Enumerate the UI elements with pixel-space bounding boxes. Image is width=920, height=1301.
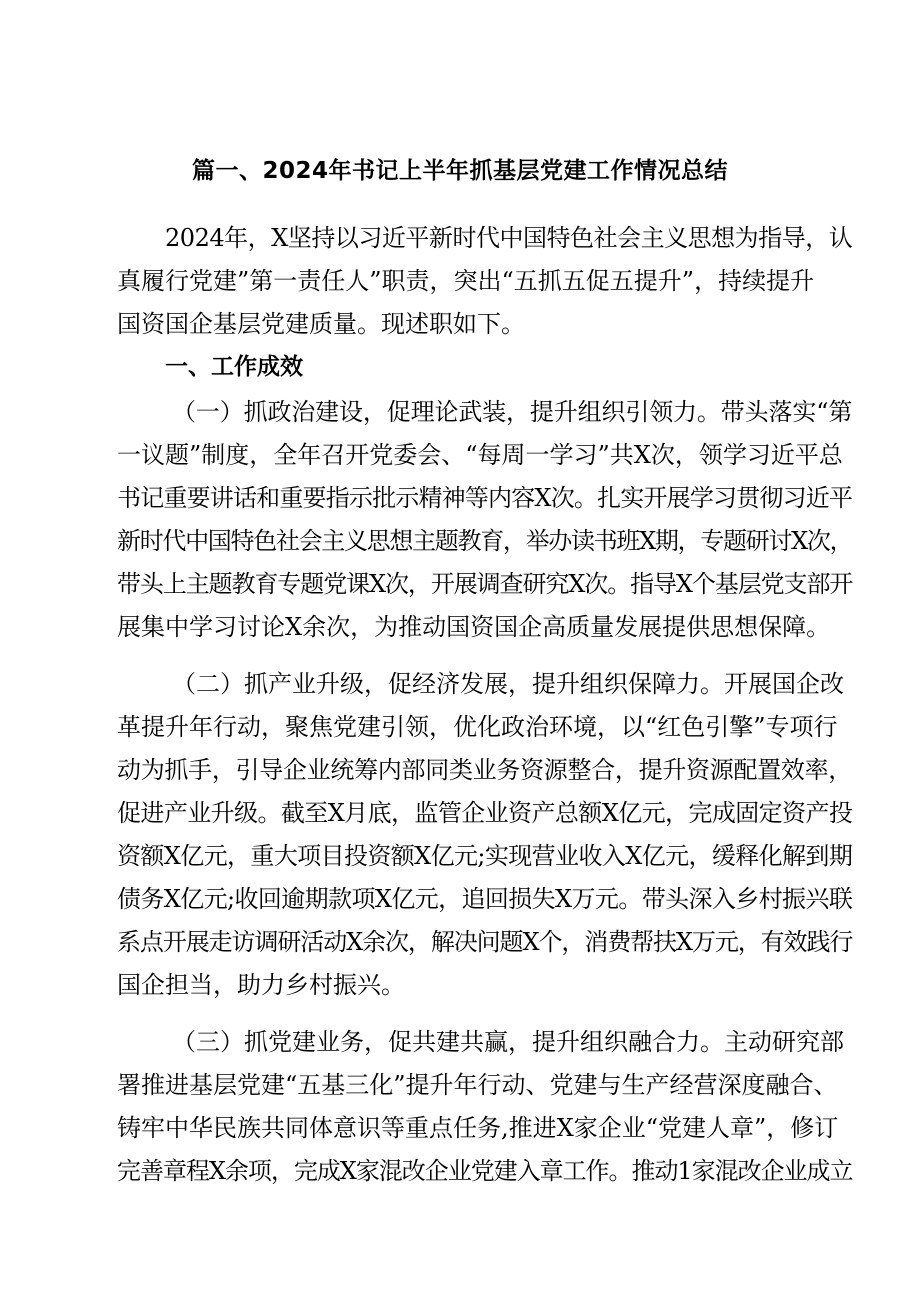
paragraph-line: 动为抓手，引导企业统筹内部同类业务资源整合，提升资源配置效率， (117, 756, 853, 784)
paragraph-line: （一）抓政治建设，促理论武装，提升组织引领力。带头落实“第 (172, 398, 853, 426)
paragraph-line: 展集中学习讨论X余次，为推动国资国企高质量发展提供思想保障。 (117, 613, 831, 641)
paragraph-line: （二）抓产业升级，促经济发展，提升组织保障力。开展国企改 (172, 670, 844, 698)
paragraph-line: 债务X亿元;收回逾期款项X亿元，追回损失X万元。带头深入乡村振兴联 (117, 885, 853, 913)
paragraph-line: 书记重要讲话和重要指示批示精神等内容X次。扎实开展学习贯彻习近平 (117, 484, 853, 512)
paragraph-line: 革提升年行动，聚焦党建引领，优化政治环境，以“红色引擎”专项行 (117, 713, 838, 741)
paragraph-line: 署推进基层党建“五基三化”提升年行动、党建与生产经营深度融合、 (117, 1071, 838, 1099)
document-title: 篇一、2024年书记上半年抓基层党建工作情况总结 (191, 158, 728, 184)
intro-line: 真履行党建”第一责任人”职责，突出“五抓五促五提升”，持续提升 (117, 267, 815, 295)
paragraph-line: 完善章程X余项，完成X家混改企业党建入章工作。推动1家混改企业成立 (117, 1157, 853, 1185)
intro-line: 2024年，X坚持以习近平新时代中国特色社会主义思想为指导，认 (165, 224, 853, 252)
paragraph-line: 促进产业升级。截至X月底，监管企业资产总额X亿元，完成固定资产投 (117, 799, 853, 827)
paragraph-line: （三）抓党建业务，促共建共赢，提升组织融合力。主动研究部 (172, 1028, 844, 1056)
paragraph-line: 一议题”制度，全年召开党委会、“每周一学习”共X次，领学习近平总 (117, 441, 843, 469)
paragraph-line: 带头上主题教育专题党课X次，开展调查研究X次。指导X个基层党支部开 (117, 570, 853, 598)
intro-line: 国资国企基层党建质量。现述职如下。 (117, 310, 525, 338)
paragraph-line: 资额X亿元，重大项目投资额X亿元;实现营业收入X亿元，缓释化解到期 (117, 842, 853, 870)
paragraph-line: 新时代中国特色社会主义思想主题教育，举办读书班X期，专题研讨X次， (117, 527, 853, 555)
section-heading: 一、工作成效 (165, 354, 303, 380)
paragraph-line: 铸牢中华民族共同体意识等重点任务,推进X家企业“党建人章”，修订 (117, 1114, 839, 1142)
paragraph-line: 国企担当，助力乡村振兴。 (117, 971, 405, 999)
paragraph-line: 系点开展走访调研活动X余次，解决问题X个，消费帮扶X万元，有效践行 (117, 928, 853, 956)
